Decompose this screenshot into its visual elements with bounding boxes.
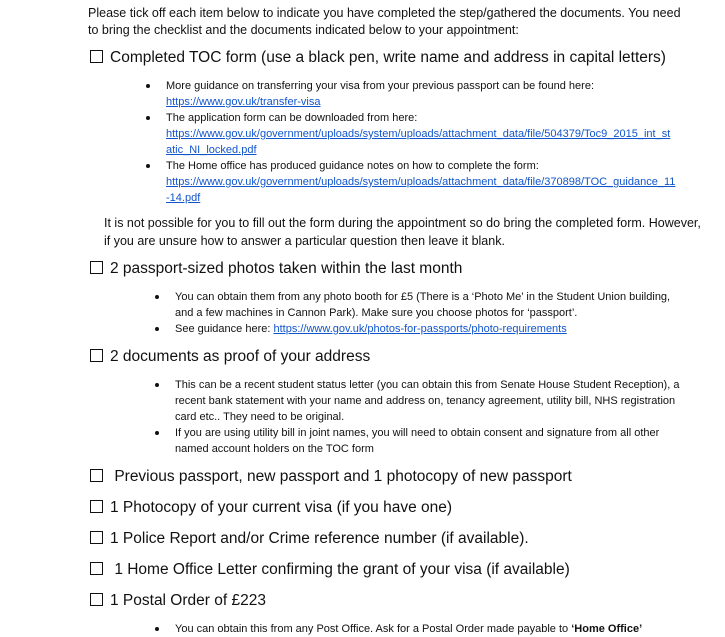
checkbox[interactable] xyxy=(90,593,103,606)
bullet-list xyxy=(175,377,680,457)
checkbox[interactable] xyxy=(90,50,103,63)
item-label: 2 documents as proof of your address xyxy=(110,348,371,365)
bullet-list xyxy=(166,78,676,206)
checklist-item-home-office-letter xyxy=(90,560,570,580)
checklist-item-postal-order xyxy=(90,591,266,611)
list-item: See guidance here: https://www.gov.uk/photos-for-passports/photo-requirements xyxy=(175,321,685,337)
list-item: More guidance on transferring your visa from your previous passport can be found here: https://www.gov.uk/transfer-visa xyxy=(166,78,676,110)
photo-requirements-link[interactable]: https://www.gov.uk/photos-for-passports/photo-requirements xyxy=(273,323,567,335)
list-item: You can obtain them from any photo booth for £5 (There is a ‘Photo Me’ in the Student Union building, and a few machines in Cannon Park). Make sure you choose photos for ‘passport’. xyxy=(175,289,685,321)
checkbox[interactable] xyxy=(90,469,103,482)
bullet-list xyxy=(175,289,685,337)
checklist-item-passports xyxy=(90,467,572,487)
checkbox[interactable] xyxy=(90,562,103,575)
checklist-item-address-proof xyxy=(90,347,370,367)
item-label: 1 Police Report and/or Crime reference number (if available). xyxy=(110,530,529,547)
application-form-link[interactable]: https://www.gov.uk/government/uploads/system/uploads/attachment_data/file/504379/Toc9_2015_int_static_NI_locked.pdf xyxy=(166,128,671,156)
item-label: Previous passport, new passport and 1 photocopy of new passport xyxy=(114,468,572,485)
checkbox[interactable] xyxy=(90,349,103,362)
checkbox[interactable] xyxy=(90,500,103,513)
item-label: 1 Photocopy of your current visa (if you have one) xyxy=(110,499,453,516)
list-item: The Home office has produced guidance notes on how to complete the form: https://www.gov.uk/government/uploads/system/uploads/attachment_data/file/370898/TOC_guidance_11-14.pdf xyxy=(166,160,676,204)
item-label: 2 passport-sized photos taken within the last month xyxy=(110,260,463,277)
intro-paragraph: Please tick off each item below to indicate you have completed the step/gathered the documents. You need to bring the checklist and the documents indicated below to your appointment: xyxy=(88,6,681,37)
transfer-visa-link[interactable]: https://www.gov.uk/transfer-visa xyxy=(166,96,321,108)
list-item: The application form can be downloaded from here: https://www.gov.uk/government/uploads/system/uploads/attachment_data/file/504379/Toc9_2015_int_static_NI_locked.pdf xyxy=(166,110,676,158)
checklist-item-photos xyxy=(90,259,462,279)
checklist-item-toc-form xyxy=(90,48,666,68)
checklist-item-visa-copy xyxy=(90,498,452,518)
list-item: This can be a recent student status letter (you can obtain this from Senate House Student Reception), a recent bank statement with your name and address on, tenancy agreement, utility bill, NHS registration card etc.. They need to be original. xyxy=(175,379,680,423)
item-label: 1 Home Office Letter confirming the grant of your visa (if available) xyxy=(114,561,570,578)
toc-note: It is not possible for you to fill out the form during the appointment so do bring the completed form. However, if you are unsure how to answer a particular question then leave it blank. xyxy=(104,216,701,248)
checklist-item-police-report xyxy=(90,529,529,549)
list-item: You can obtain this from any Post Office. Ask for a Postal Order made payable to ‘Home Office’ xyxy=(175,621,685,637)
list-item: If you are using utility bill in joint names, you will need to obtain consent and signature from all other named account holders on the TOC form xyxy=(175,425,680,457)
item-label: 1 Postal Order of £223 xyxy=(110,592,266,609)
checkbox[interactable] xyxy=(90,261,103,274)
guidance-notes-link[interactable]: https://www.gov.uk/government/uploads/system/uploads/attachment_data/file/370898/TOC_guidance_11-14.pdf xyxy=(166,176,676,204)
checkbox[interactable] xyxy=(90,531,103,544)
bullet-list xyxy=(175,621,685,637)
item-label: Completed TOC form (use a black pen, write name and address in capital letters) xyxy=(110,49,666,66)
